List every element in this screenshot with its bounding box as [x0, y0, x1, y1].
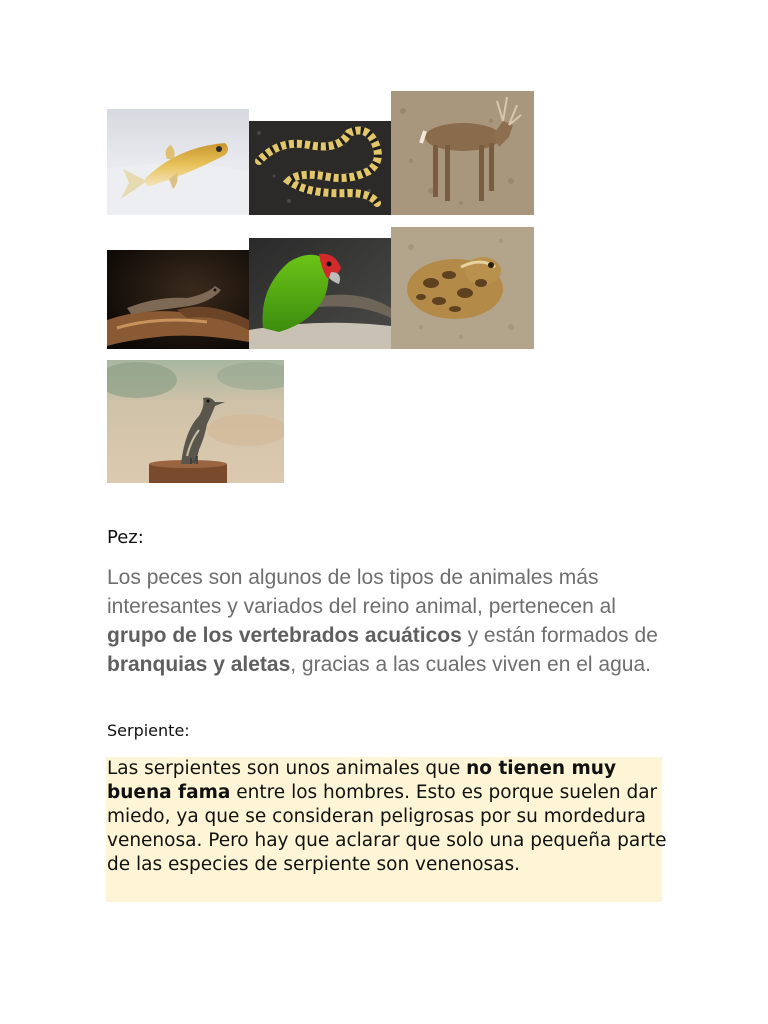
- deer-photo: [391, 91, 534, 215]
- parrot-photo: [249, 238, 391, 349]
- pez-text-3: , gracias a las cuales viven en el agua.: [290, 653, 651, 676]
- snake-photo: [249, 121, 391, 215]
- pez-bold-2: branquias y aletas: [107, 653, 291, 676]
- pez-text-1: Los peces son algunos de los tipos de animales más interesantes y variados del reino animal, pertenecen al: [107, 566, 616, 618]
- serpiente-text-1: Las serpientes son unos animales que: [107, 758, 467, 779]
- pez-bold-1: grupo de los vertebrados acuáticos: [107, 624, 462, 647]
- pez-text-2: y están formados de: [461, 624, 658, 647]
- roadrunner-photo: [107, 360, 284, 483]
- lizard-photo: [107, 250, 249, 349]
- serpiente-heading: Serpiente:: [107, 721, 190, 740]
- serpiente-bold-1: no tienen muy buena fama: [107, 758, 617, 803]
- toad-photo: [391, 227, 534, 349]
- fish-photo: [107, 109, 249, 215]
- serpiente-paragraph: [107, 757, 667, 877]
- pez-paragraph: [107, 563, 677, 679]
- pez-heading: Pez:: [107, 527, 144, 548]
- serpiente-text-2: entre los hombres. Esto es porque suelen dar miedo, ya que se consideran peligrosas por su mordedura venenosa. Pero hay que aclarar que solo una pequeña parte de las especies de serpiente son venenosas.: [107, 782, 667, 875]
